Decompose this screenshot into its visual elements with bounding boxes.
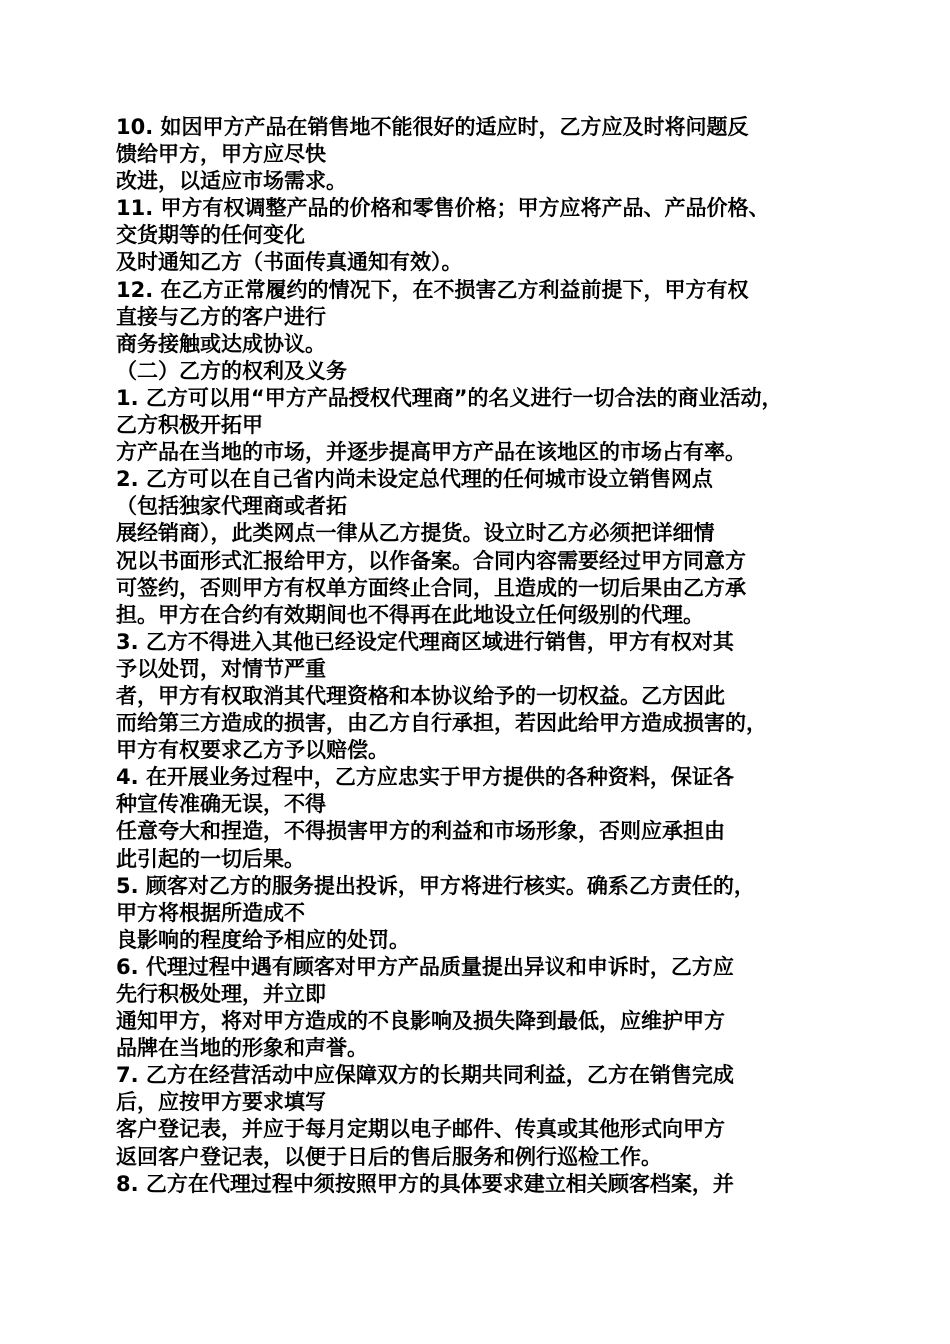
text-line: 商务接触或达成协议。	[116, 331, 326, 356]
text-line: 况以书面形式汇报给甲方，以作备案。合同内容需要经过甲方同意方	[116, 548, 746, 573]
text-line: 方产品在当地的市场，并逐步提高甲方产品在该地区的市场占有率。	[116, 440, 746, 465]
text-line: 直接与乙方的客户进行	[116, 304, 326, 329]
text-line: 返回客户登记表，以便于日后的售后服务和例行巡检工作。	[116, 1144, 662, 1169]
text-line: 2. 乙方可以在自己省内尚未设定总代理的任何城市设立销售网点	[116, 467, 713, 492]
text-line: 者，甲方有权取消其代理资格和本协议给予的一切权益。乙方因此	[116, 683, 725, 708]
text-line: 1. 乙方可以用“甲方产品授权代理商”的名义进行一切合法的商业活动，	[116, 385, 783, 410]
text-line: （包括独家代理商或者拓	[116, 494, 347, 519]
text-line: 8. 乙方在代理过程中须按照甲方的具体要求建立相关顾客档案，并	[116, 1171, 734, 1196]
text-line: 种宣传准确无误，不得	[116, 792, 326, 817]
text-line: 及时通知乙方（书面传真通知有效）。	[116, 250, 463, 275]
text-line: 乙方积极开拓甲	[116, 413, 263, 438]
text-line: 担。甲方在合约有效期间也不得再在此地设立任何级别的代理。	[116, 602, 704, 627]
text-line: 而给第三方造成的损害，由乙方自行承担，若因此给甲方造成损害的，	[116, 711, 767, 736]
text-line: 12. 在乙方正常履约的情况下，在不损害乙方利益前提下，甲方有权	[116, 277, 749, 302]
text-line: 10. 如因甲方产品在销售地不能很好的适应时，乙方应及时将问题反	[116, 115, 749, 139]
text-line: 任意夸大和捏造，不得损害甲方的利益和市场形象，否则应承担由	[116, 819, 725, 844]
text-line: 后，应按甲方要求填写	[116, 1090, 326, 1115]
text-line: 品牌在当地的形象和声誉。	[116, 1036, 368, 1061]
text-line: 馈给甲方，甲方应尽快	[116, 142, 326, 167]
text-line: 甲方将根据所造成不	[116, 900, 305, 925]
document-body	[116, 114, 856, 1198]
text-line: 6. 代理过程中遇有顾客对甲方产品质量提出异议和申诉时，乙方应	[116, 954, 734, 979]
text-line: 交货期等的任何变化	[116, 223, 305, 248]
section-heading: （二）乙方的权利及义务	[116, 358, 347, 383]
text-line: 可签约，否则甲方有权单方面终止合同，且造成的一切后果由乙方承	[116, 575, 746, 600]
text-line: 此引起的一切后果。	[116, 846, 305, 871]
text-line: 改进，以适应市场需求。	[116, 169, 347, 194]
text-line: 11. 甲方有权调整产品的价格和零售价格；甲方应将产品、产品价格、	[116, 196, 770, 221]
text-line: 7. 乙方在经营活动中应保障双方的长期共同利益，乙方在销售完成	[116, 1063, 734, 1088]
text-line: 4. 在开展业务过程中，乙方应忠实于甲方提供的各种资料，保证各	[116, 765, 734, 790]
text-line: 予以处罚，对情节严重	[116, 656, 326, 681]
text-line: 良影响的程度给予相应的处罚。	[116, 927, 410, 952]
text-line: 甲方有权要求乙方予以赔偿。	[116, 738, 389, 763]
text-line: 3. 乙方不得进入其他已经设定代理商区域进行销售，甲方有权对其	[116, 629, 734, 654]
text-line: 客户登记表，并应于每月定期以电子邮件、传真或其他形式向甲方	[116, 1117, 725, 1142]
text-line: 通知甲方，将对甲方造成的不良影响及损失降到最低，应维护甲方	[116, 1009, 725, 1034]
text-line: 5. 顾客对乙方的服务提出投诉，甲方将进行核实。确系乙方责任的，	[116, 873, 755, 898]
text-line: 先行积极处理，并立即	[116, 982, 326, 1006]
text-line: 展经销商），此类网点一律从乙方提货。设立时乙方必须把详细情	[116, 521, 715, 546]
